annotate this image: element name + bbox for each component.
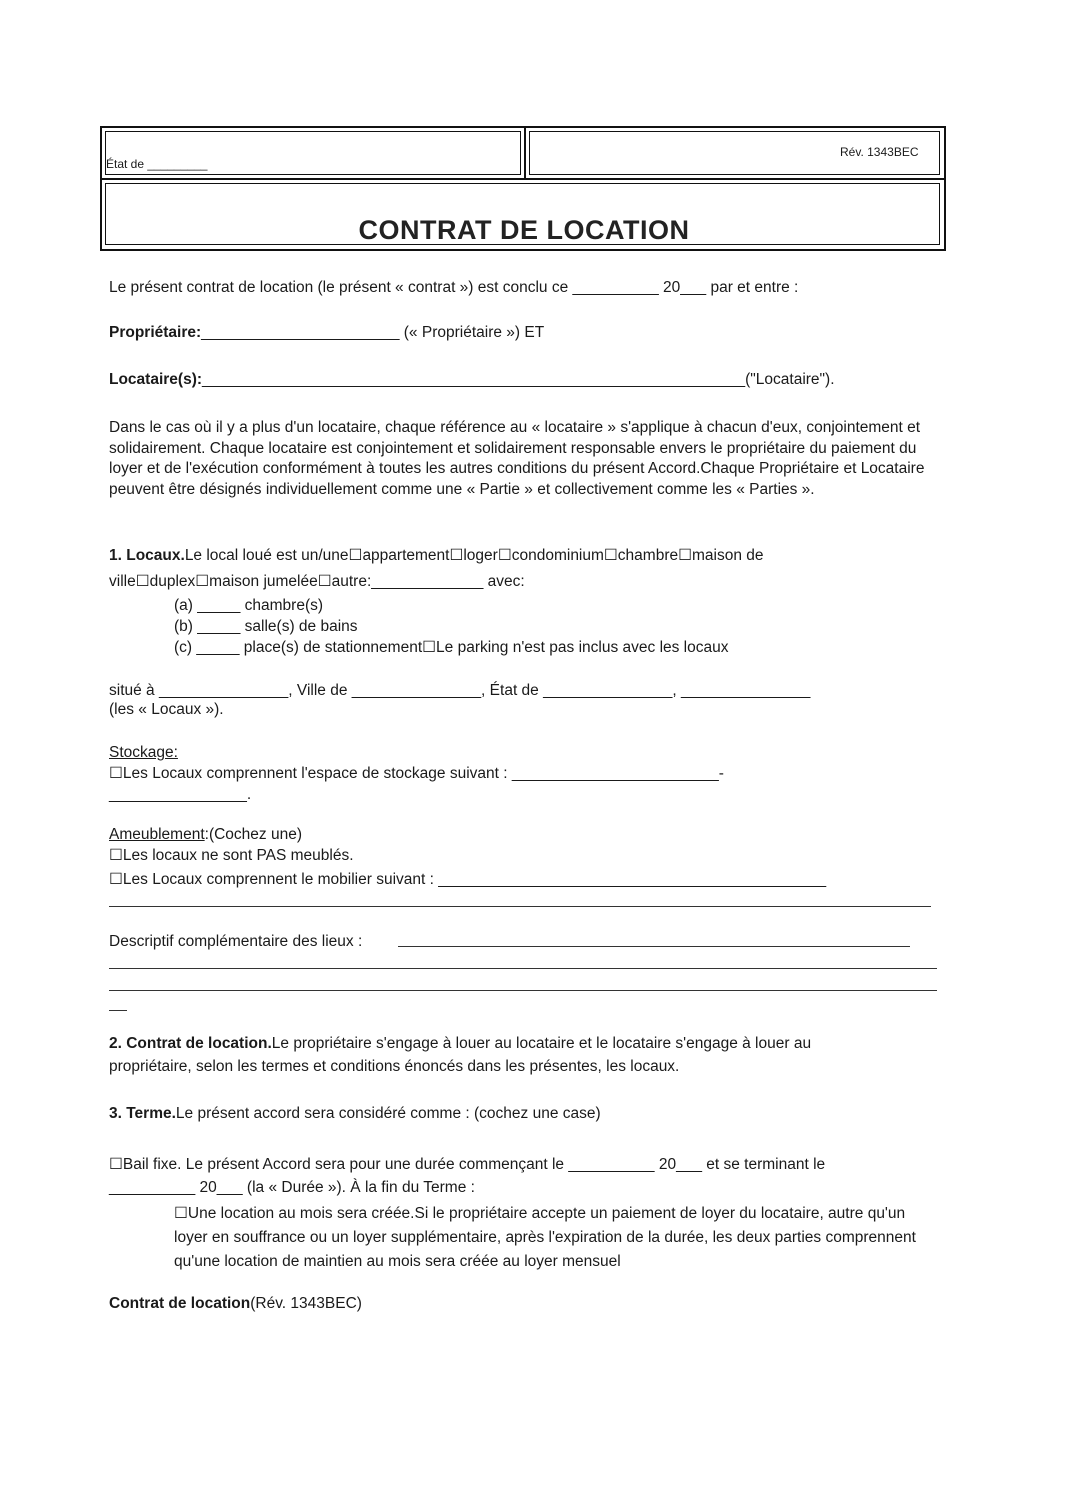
address-line[interactable]: situé à _______________, Ville de _______________, État de _______________, _______________ [109, 682, 811, 699]
section1-line1 [109, 546, 764, 566]
furnishing-note: :(Cochez une) [204, 826, 302, 843]
revision-label: Rév. 1343BEC [840, 145, 919, 159]
section1-heading: 1. Locaux. [109, 547, 185, 564]
description-label: Descriptif complémentaire des lieux : [109, 933, 363, 950]
state-field[interactable]: État de _________ [106, 157, 208, 171]
joint-liability-clause: Dans le cas où il y a plus d'un locataire, chaque référence au « locataire » s'applique à chacun d'eux, conjointement et solidairement. Chaque locataire est conjointement et solidairement responsable envers le propriétaire du paiement du loyer et de l'exécution conformément à toutes les autres conditions du présent Accord.Chaque Propriétaire et Locataire peuvent être désignés individuellement comme une « Partie » et collectivement comme les « Parties ». [109, 419, 925, 498]
fixed-lease-end[interactable]: __________ 20___ (la « Durée »). À la fin du Terme : [109, 1179, 475, 1196]
tenant-label: Locataire(s): [109, 371, 203, 388]
unfurnished-option[interactable]: ☐Les locaux ne sont PAS meublés. [109, 847, 354, 864]
page-title: CONTRAT DE LOCATION [358, 215, 690, 245]
storage-heading: Stockage: [109, 744, 178, 761]
bedrooms-item[interactable]: (a) _____ chambre(s) [174, 597, 324, 614]
furnishing-heading-line [109, 825, 302, 845]
bathrooms-item[interactable]: (b) _____ salle(s) de bains [174, 618, 358, 635]
month-to-month-option[interactable]: ☐Une location au mois sera créée.Si le propriétaire accepte un paiement de loyer du locataire, autre qu'un loyer en souffrance ou un loyer supplémentaire, après l'expiration de la durée, les deux parties comprennent qu'une location de maintien au mois sera créée au loyer mensuel [174, 1205, 916, 1270]
description-line-1[interactable] [398, 946, 910, 947]
footer-label: Contrat de location [109, 1295, 251, 1312]
tenant-field[interactable]: _______________________________________________________________ [202, 371, 746, 388]
description-line-4[interactable] [109, 1010, 127, 1011]
owner-line [109, 323, 544, 343]
description-line-3[interactable] [109, 990, 937, 991]
description-line-2[interactable] [109, 968, 937, 969]
header-divider [524, 128, 526, 178]
storage-option[interactable]: ☐Les Locaux comprennent l'espace de stockage suivant : ________________________- [109, 765, 724, 782]
furnishing-heading: Ameublement [109, 826, 205, 843]
furnished-option[interactable]: ☐Les Locaux comprennent le mobilier suivant : _____________________________________________ [109, 871, 827, 888]
owner-label: Propriétaire: [109, 324, 202, 341]
premises-type-options-cont[interactable]: ville☐duplex☐maison jumelée☐autre:_____________ avec: [109, 573, 525, 590]
fixed-lease-option[interactable]: ☐Bail fixe. Le présent Accord sera pour une durée commençant le __________ 20___ et se terminant le [109, 1156, 826, 1173]
premises-defined: (les « Locaux »). [109, 701, 224, 718]
section2-line2: propriétaire, selon les termes et conditions énoncés dans les présentes, les locaux. [109, 1058, 680, 1075]
premises-type-options[interactable]: Le local loué est un/une☐appartement☐loger☐condominium☐chambre☐maison de [184, 547, 764, 564]
section3-line [109, 1104, 601, 1124]
owner-suffix: (« Propriétaire ») ET [403, 324, 545, 341]
section2-line1 [109, 1034, 811, 1054]
section3-heading: 3. Terme. [109, 1105, 176, 1122]
section2-heading: 2. Contrat de location. [109, 1035, 272, 1052]
section2-text: Le propriétaire s'engage à louer au locataire et le locataire s'engage à louer au [271, 1035, 812, 1052]
intro-line: Le présent contrat de location (le présent « contrat ») est conclu ce __________ 20___ par et entre : [109, 279, 799, 296]
owner-field[interactable]: _______________________ [201, 324, 400, 341]
furnishing-line[interactable] [109, 906, 931, 907]
section3-text: Le présent accord sera considéré comme : (cochez une case) [175, 1105, 601, 1122]
tenant-line [109, 370, 835, 390]
tenant-suffix: ("Locataire"). [745, 371, 835, 388]
footer-rev: (Rév. 1343BEC) [250, 1295, 362, 1312]
parking-item[interactable]: (c) _____ place(s) de stationnement☐Le parking n'est pas inclus avec les locaux [174, 639, 729, 656]
page-footer [109, 1294, 362, 1314]
storage-field-cont[interactable]: ________________. [109, 786, 252, 803]
